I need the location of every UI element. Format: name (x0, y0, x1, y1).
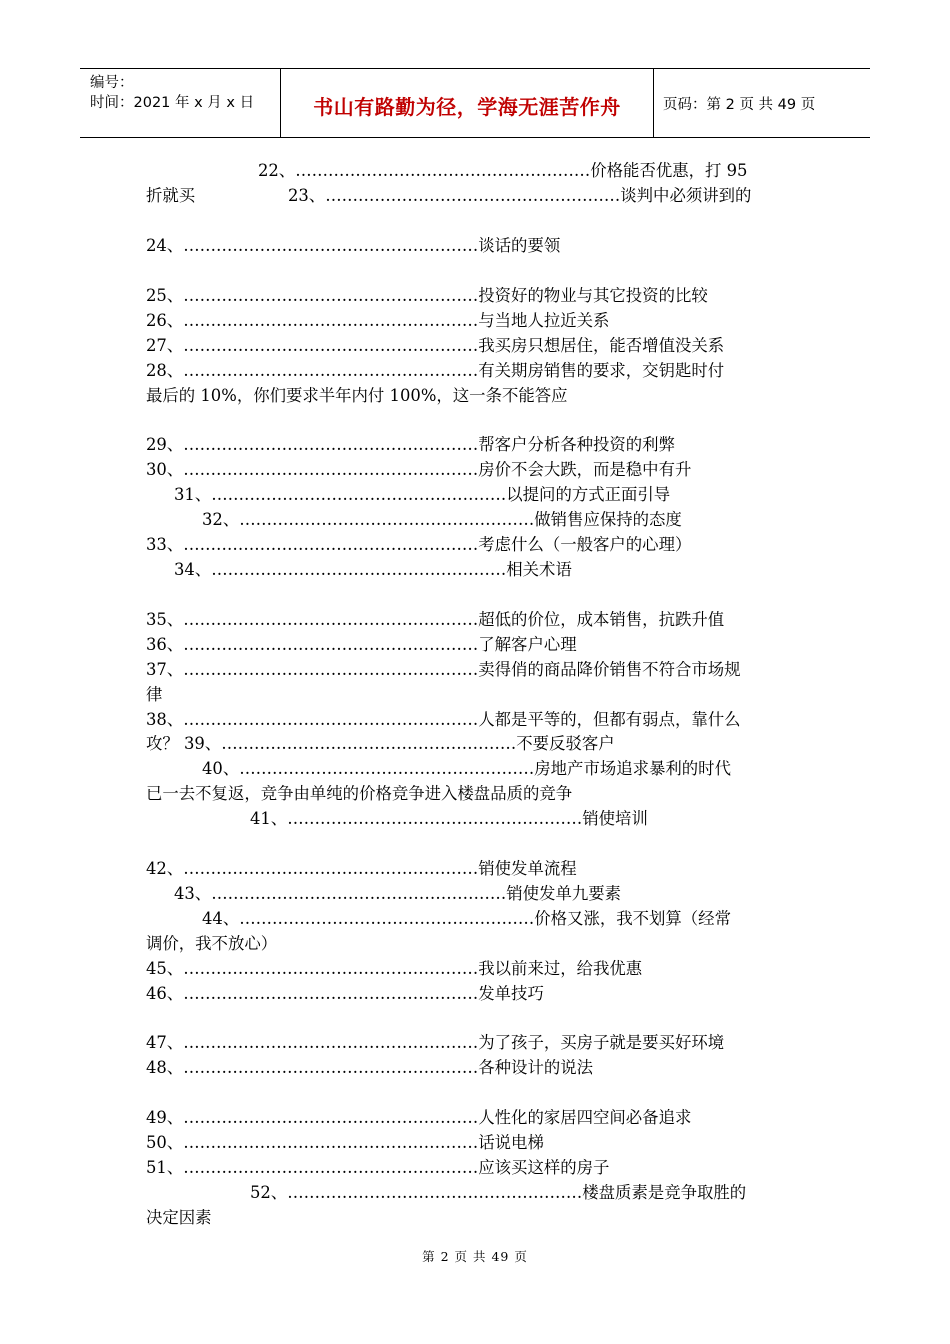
page-footer: 第 2 页 共 49 页 (422, 1249, 528, 1264)
text-line: 42、………………………………………………销使发单流程 (146, 859, 577, 878)
text-line: 已一去不复返，竞争由单纯的价格竞争进入楼盘品质的竞争 (146, 784, 573, 803)
text-line: 43、………………………………………………销使发单九要素 (174, 884, 622, 903)
text-line: 31、………………………………………………以提问的方式正面引导 (174, 485, 671, 504)
motto: 书山有路勤为径，学海无涯苦作舟 (313, 95, 621, 119)
text-line: 最后的 10%，你们要求半年内付 100%，这一条不能答应 (146, 386, 568, 405)
text-line: 25、………………………………………………投资好的物业与其它投资的比较 (146, 286, 708, 305)
text-line: 49、………………………………………………人性化的家居四空间必备追求 (146, 1108, 692, 1127)
text-line: 攻？ 39、………………………………………………不要反驳客户 (146, 734, 615, 753)
text-line: 32、………………………………………………做销售应保持的态度 (202, 510, 682, 529)
document-code-label: 编号： (90, 75, 134, 91)
text-line: 38、………………………………………………人都是平等的，但都有弱点，靠什么 (146, 710, 741, 729)
text-line: 46、………………………………………………发单技巧 (146, 984, 544, 1003)
text-line: 50、………………………………………………话说电梯 (146, 1133, 544, 1152)
text-line: 26、………………………………………………与当地人拉近关系 (146, 311, 610, 330)
text-line: 52、………………………………………………楼盘质素是竞争取胜的 (250, 1183, 747, 1202)
page-info: 页码：第 2 页 共 49 页 (663, 97, 816, 113)
text-line: 律 (146, 685, 163, 704)
text-line: 29、………………………………………………帮客户分析各种投资的利弊 (146, 435, 675, 454)
text-line: 22、………………………………………………价格能否优惠，打 95 (258, 161, 748, 180)
text-line: 36、………………………………………………了解客户心理 (146, 635, 577, 654)
text-line: 33、………………………………………………考虑什么（一般客户的心理） (146, 535, 692, 554)
text-line: 41、………………………………………………销使培训 (250, 809, 648, 828)
text-line: 决定因素 (146, 1208, 212, 1227)
text-line: 35、………………………………………………超低的价位，成本销售，抗跌升值 (146, 610, 725, 629)
text-line: 51、………………………………………………应该买这样的房子 (146, 1158, 610, 1177)
text-line: 28、………………………………………………有关期房销售的要求，交钥匙时付 (146, 361, 725, 380)
text-line: 40、………………………………………………房地产市场追求暴利的时代 (202, 759, 731, 778)
text-line: 34、………………………………………………相关术语 (174, 560, 572, 579)
document-date: 时间：2021 年 x 月 x 日 (90, 95, 255, 111)
text-line: 24、………………………………………………谈话的要领 (146, 236, 561, 255)
text-line: 27、………………………………………………我买房只想居住，能否增值没关系 (146, 336, 725, 355)
text-line: 37、………………………………………………卖得俏的商品降价销售不符合市场规 (146, 660, 741, 679)
text-line: 45、………………………………………………我以前来过，给我优惠 (146, 959, 643, 978)
text-line: 调价，我不放心） (146, 934, 278, 953)
text-line: 30、………………………………………………房价不会大跌，而是稳中有升 (146, 460, 692, 479)
text-line: 47、………………………………………………为了孩子，买房子就是要买好环境 (146, 1033, 725, 1052)
text-line: 23、………………………………………………谈判中必须讲到的 (288, 186, 752, 205)
text-line: 48、………………………………………………各种设计的说法 (146, 1058, 594, 1077)
text-line: 折就买 (146, 186, 196, 205)
text-line: 44、………………………………………………价格又涨，我不划算（经常 (202, 909, 731, 928)
